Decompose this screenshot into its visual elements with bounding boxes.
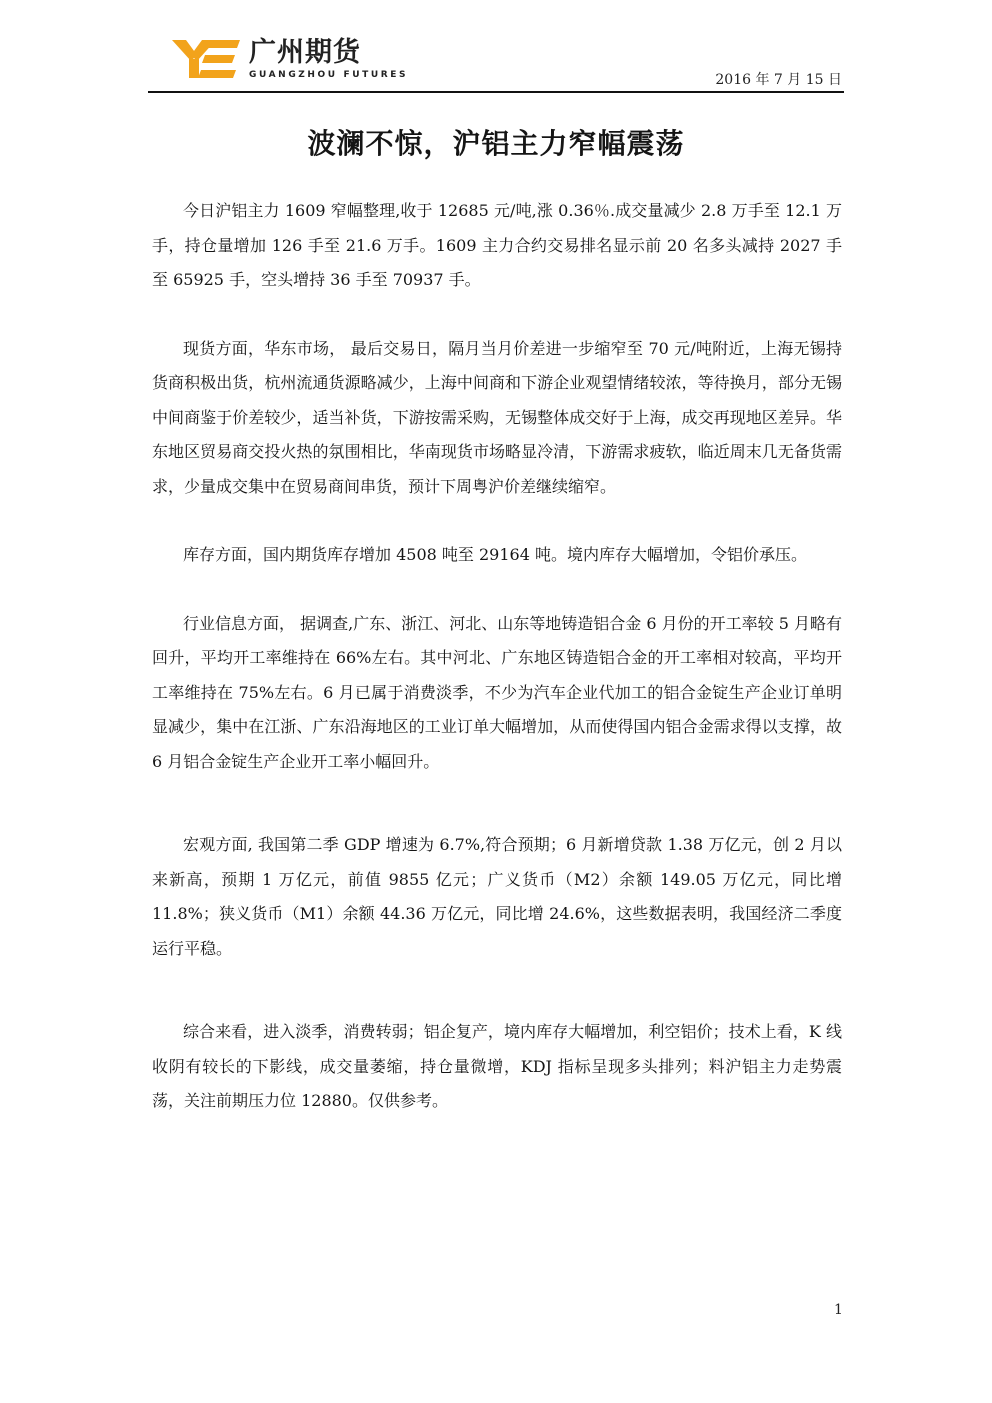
header-divider xyxy=(148,91,844,93)
page-header xyxy=(148,30,844,94)
report-date: 2016 年 7 月 15 日 xyxy=(715,72,842,88)
paragraph-inventory: 库存方面，国内期货库存增加 4508 吨至 29164 吨。境内库存大幅增加，令铝价承压。 xyxy=(183,545,807,564)
company-logo-icon xyxy=(172,38,242,80)
company-name-english: GUANGZHOU FUTURES xyxy=(249,70,409,80)
company-name: 广州期货 xyxy=(249,37,361,68)
paragraph-market-summary: 今日沪铝主力 1609 窄幅整理,收于 12685 元/吨,涨 0.36％.成交量减少 2.8 万手至 12.1 万手，持仓量增加 126 手至 21.6 万手。1609 主力合约交易排名显示前 20 名多头减持 2027 手至 65925 手，空头增持 36 手至 70937 手。 xyxy=(152,201,842,289)
paragraph-spot-market: 现货方面，华东市场， 最后交易日，隔月当月价差进一步缩窄至 70 元/吨附近，上海无锡持货商积极出货，杭州流通货源略减少，上海中间商和下游企业观望情绪较浓，等待换月，部分无锡中间商鉴于价差较少，适当补货，下游按需采购，无锡整体成交好于上海，成交再现地区差异。华东地区贸易商交投火热的氛围相比，华南现货市场略显冷清，下游需求疲软，临近周末几无备货需求，少量成交集中在贸易商间串货，预计下周粤沪价差继续缩窄。 xyxy=(152,338,842,496)
page-number: 1 xyxy=(834,1302,843,1318)
paragraph-macro: 宏观方面, 我国第二季 GDP 增速为 6.7%,符合预期；6 月新增贷款 1.38 万亿元，创 2 月以来新高，预期 1 万亿元，前值 9855 亿元；广义货币（M2）余额 149.05 万亿元，同比增 11.8%；狭义货币（M1）余额 44.36 万亿元，同比增 24.6%，这些数据表明，我国经济二季度运行平稳。 xyxy=(152,835,842,958)
paragraph-conclusion: 综合来看，进入淡季，消费转弱；铝企复产，境内库存大幅增加，利空铝价；技术上看，K 线收阴有较长的下影线，成交量萎缩，持仓量微增，KDJ 指标呈现多头排列；料沪铝主力走势震荡，关注前期压力位 12880。仅供参考。 xyxy=(152,1022,842,1110)
paragraph-industry-info: 行业信息方面， 据调查,广东、浙江、河北、山东等地铸造铝合金 6 月份的开工率较 5 月略有回升，平均开工率维持在 66%左右。其中河北、广东地区铸造铝合金的开工率相对较高，平均开工率维持在 75%左右。6 月已属于消费淡季，不少为汽车企业代加工的铝合金锭生产企业订单明显减少，集中在江浙、广东沿海地区的工业订单大幅增加，从而使得国内铝合金需求得以支撑，故 6 月铝合金锭生产企业开工率小幅回升。 xyxy=(152,613,842,771)
report-title: 波澜不惊，沪铝主力窄幅震荡 xyxy=(307,127,685,160)
report-body xyxy=(152,194,842,1119)
